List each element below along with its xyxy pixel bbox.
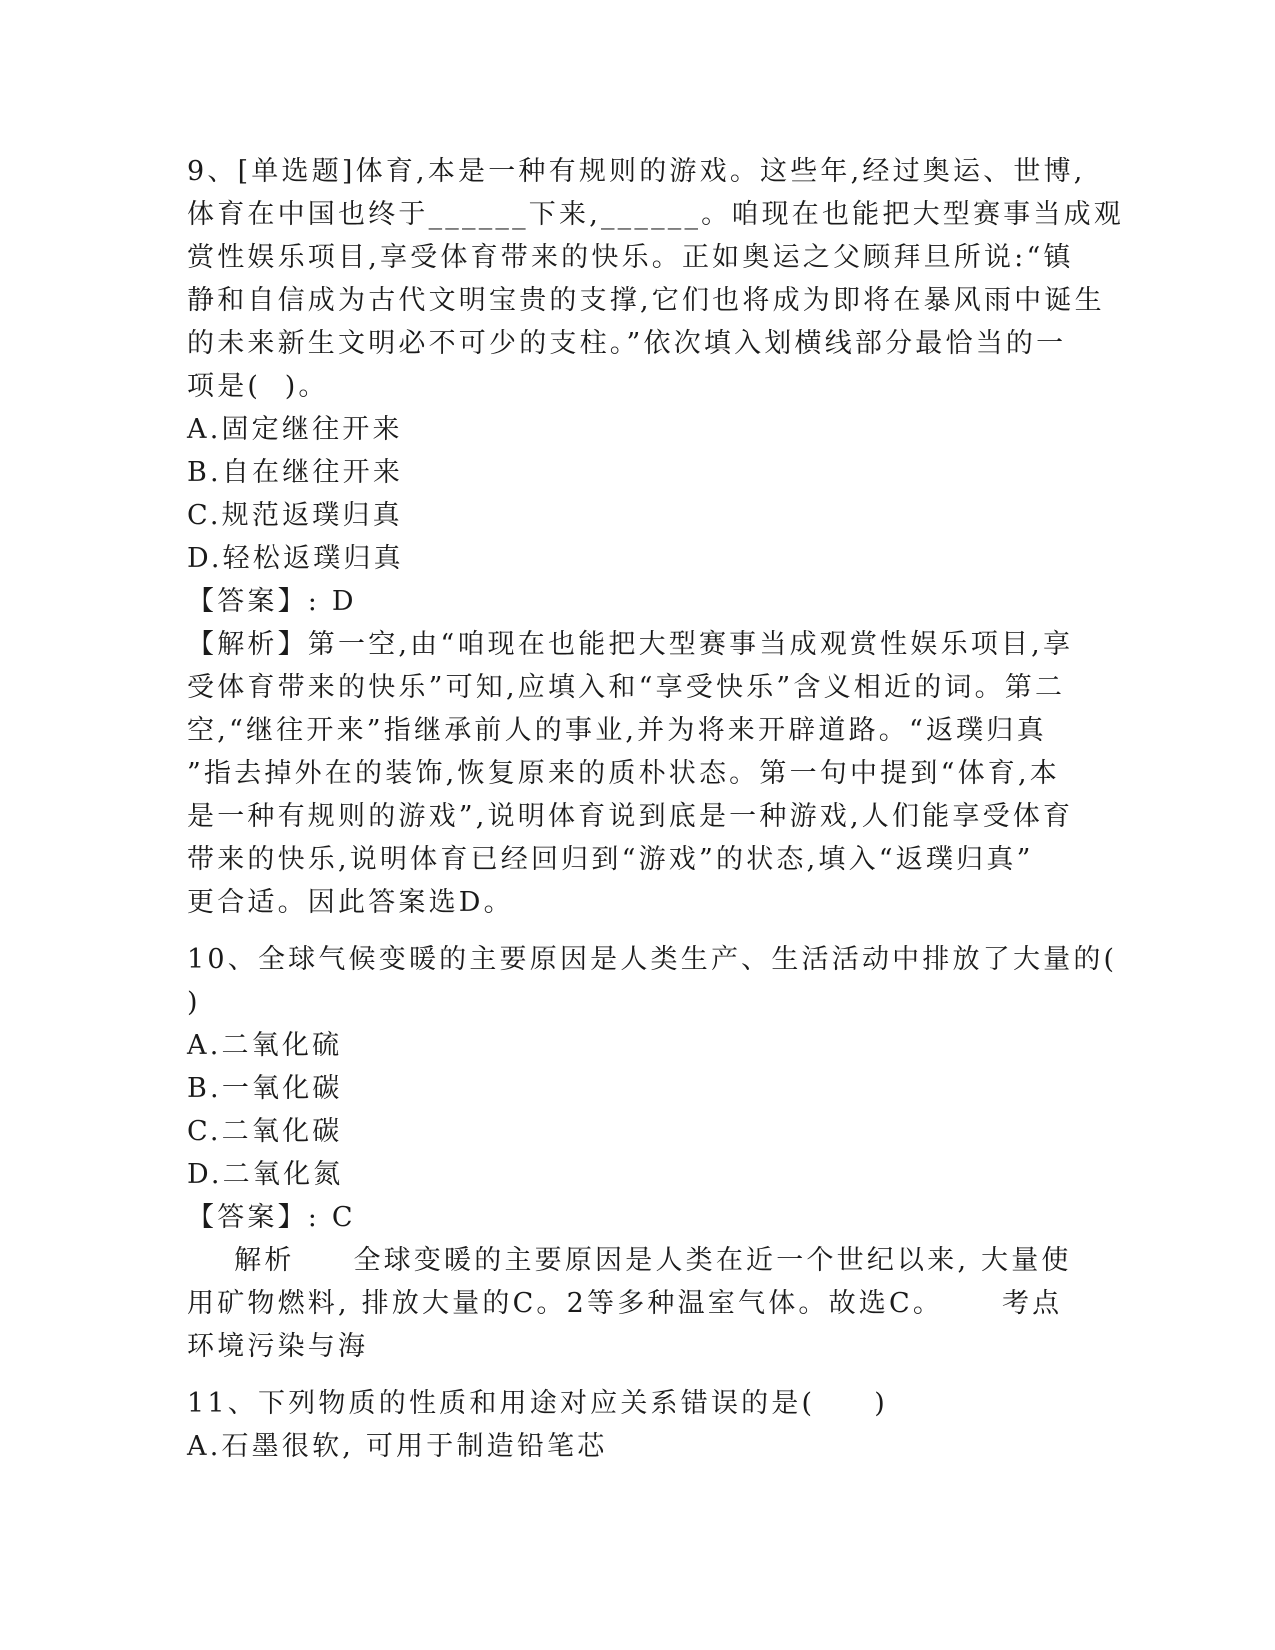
option-d: D.轻松返璞归真 bbox=[187, 543, 404, 574]
option-c: C.规范返璞归真 bbox=[187, 500, 403, 531]
option-b: B.一氧化碳 bbox=[187, 1073, 343, 1104]
question-stem-line: 11、下列物质的性质和用途对应关系错误的是( ) bbox=[187, 1388, 888, 1419]
question-10 bbox=[187, 938, 1118, 1368]
analysis-line: ”指去掉外在的装饰,恢复原来的质朴状态。第一句中提到“体育,本 bbox=[187, 758, 1060, 789]
question-stem-line: 10、全球气候变暖的主要原因是人类生产、生活活动中排放了大量的( bbox=[187, 944, 1118, 975]
analysis-line: 受体育带来的快乐”可知,应填入和“享受快乐”含义相近的词。第二 bbox=[187, 672, 1066, 703]
question-spacer bbox=[187, 1368, 1087, 1382]
option-d: D.二氧化氮 bbox=[187, 1159, 344, 1190]
option-c: C.二氧化碳 bbox=[187, 1116, 343, 1147]
option-b: B.自在继往开来 bbox=[187, 457, 404, 488]
option-a: A.固定继往开来 bbox=[187, 414, 403, 445]
analysis-line: 是一种有规则的游戏”,说明体育说到底是一种游戏,人们能享受体育 bbox=[187, 801, 1074, 832]
analysis-line: 环境污染与海 bbox=[187, 1331, 369, 1362]
document-page bbox=[187, 150, 1124, 1468]
question-stem-line: ) bbox=[187, 987, 201, 1018]
question-stem-line: 体育在中国也终于______下来,______。咱现在也能把大型赛事当成观 bbox=[187, 199, 1124, 230]
question-spacer bbox=[187, 924, 1087, 938]
analysis-line: 带来的快乐,说明体育已经回归到“游戏”的状态,填入“返璞归真” bbox=[187, 844, 1034, 875]
answer-line: 【答案】: C bbox=[187, 1202, 356, 1233]
analysis-line: 【解析】第一空,由“咱现在也能把大型赛事当成观赏性娱乐项目,享 bbox=[187, 629, 1074, 660]
question-stem-line: 赏性娱乐项目,享受体育带来的快乐。正如奥运之父顾拜旦所说:“镇 bbox=[187, 242, 1074, 273]
analysis-line: 解析 全球变暖的主要原因是人类在近一个世纪以来, 大量使 bbox=[187, 1245, 1072, 1276]
question-11 bbox=[187, 1382, 1087, 1468]
analysis-line: 用矿物燃料, 排放大量的C。2等多种温室气体。故选C。 考点 bbox=[187, 1288, 1063, 1319]
analysis-line: 更合适。因此答案选D。 bbox=[187, 887, 514, 918]
analysis-line: 空,“继往开来”指继承前人的事业,并为将来开辟道路。“返璞归真 bbox=[187, 715, 1047, 746]
answer-line: 【答案】: D bbox=[187, 586, 357, 617]
question-stem-line: 项是( )。 bbox=[187, 371, 329, 402]
question-stem-line: 的未来新生文明必不可少的支柱。”依次填入划横线部分最恰当的一 bbox=[187, 328, 1067, 359]
question-stem-line: 静和自信成为古代文明宝贵的支撑,它们也将成为即将在暴风雨中诞生 bbox=[187, 285, 1105, 316]
option-a: A.二氧化硫 bbox=[187, 1030, 343, 1061]
question-stem-line: 9、[单选题]体育,本是一种有规则的游戏。这些年,经过奥运、世博, bbox=[187, 156, 1086, 187]
question-9 bbox=[187, 150, 1124, 924]
option-a: A.石墨很软, 可用于制造铅笔芯 bbox=[187, 1431, 608, 1462]
